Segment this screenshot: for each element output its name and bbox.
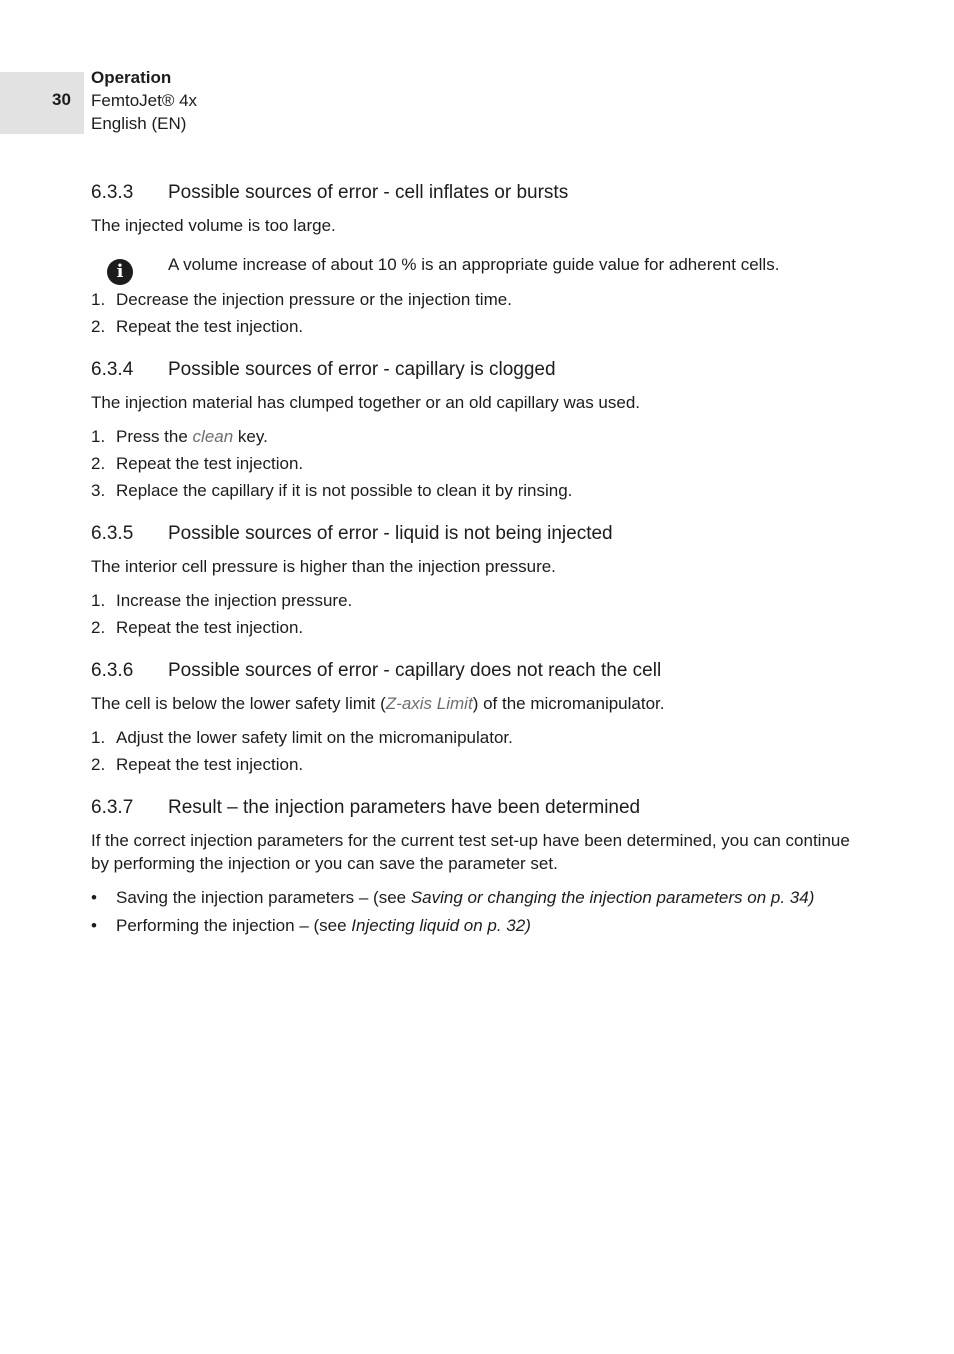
heading-6-3-4 [91, 357, 861, 383]
heading-title: Result – the injection parameters have been determined [168, 797, 641, 818]
paragraph: The interior cell pressure is higher than the injection pressure. [91, 557, 556, 576]
step-list [91, 288, 861, 338]
list-item: 1. Increase the injection pressure. [91, 591, 353, 610]
header-product: FemtoJet® 4x [91, 91, 198, 110]
step-list [91, 589, 861, 639]
bullet-list [91, 886, 861, 937]
list-item: • Saving the injection parameters – (see Saving or changing the injection parameters on p. 34) [91, 888, 815, 907]
paragraph: The injection material has clumped together or an old capillary was used. [91, 393, 641, 412]
clean-key-ref: clean [192, 427, 234, 446]
heading-number: 6.3.7 [91, 797, 134, 818]
page-tab [0, 72, 84, 134]
heading-title: Possible sources of error - capillary is clogged [168, 359, 556, 380]
info-icon: i [107, 259, 133, 285]
heading-title: Possible sources of error - cell inflates or bursts [168, 182, 569, 203]
paragraph: The injected volume is too large. [91, 216, 336, 235]
list-item: 2. Repeat the test injection. [91, 755, 304, 774]
page-header [91, 66, 197, 135]
page-number: 30 [52, 90, 71, 109]
info-note [91, 253, 861, 282]
step-list [91, 425, 861, 502]
heading-title: Possible sources of error - capillary does not reach the cell [168, 660, 662, 681]
list-item: 1. Decrease the injection pressure or the injection time. [91, 290, 512, 309]
note-text: A volume increase of about 10 % is an appropriate guide value for adherent cells. [168, 255, 780, 274]
header-section: Operation [91, 68, 172, 87]
heading-number: 6.3.3 [91, 182, 134, 203]
list-item: 3. Replace the capillary if it is not possible to clean it by rinsing. [91, 481, 573, 500]
step-list [91, 726, 861, 776]
heading-6-3-5 [91, 521, 861, 547]
list-item: 2. Repeat the test injection. [91, 618, 304, 637]
cross-reference-link[interactable]: Injecting liquid on p. 32) [351, 916, 531, 935]
list-item: 2. Repeat the test injection. [91, 454, 304, 473]
list-item: • Performing the injection – (see Injecting liquid on p. 32) [91, 916, 531, 935]
heading-6-3-3 [91, 180, 861, 206]
heading-6-3-7 [91, 795, 861, 821]
heading-title: Possible sources of error - liquid is not being injected [168, 523, 613, 544]
heading-number: 6.3.5 [91, 523, 134, 544]
heading-number: 6.3.6 [91, 660, 134, 681]
z-axis-limit-ref: Z-axis Limit [385, 694, 473, 713]
paragraph: If the correct injection parameters for the current test set-up have been determined, you can continue by performing the injection or you can save the parameter set. [91, 831, 850, 873]
heading-6-3-6 [91, 658, 861, 684]
page-content [91, 180, 861, 937]
header-language: English (EN) [91, 114, 187, 133]
heading-number: 6.3.4 [91, 359, 134, 380]
list-item: 1. Press the clean key. [91, 427, 268, 446]
paragraph: The cell is below the lower safety limit (Z-axis Limit) of the micromanipulator. [91, 694, 665, 713]
list-item: 2. Repeat the test injection. [91, 317, 304, 336]
list-item: 1. Adjust the lower safety limit on the micromanipulator. [91, 728, 513, 747]
cross-reference-link[interactable]: Saving or changing the injection parameters on p. 34) [410, 888, 815, 907]
